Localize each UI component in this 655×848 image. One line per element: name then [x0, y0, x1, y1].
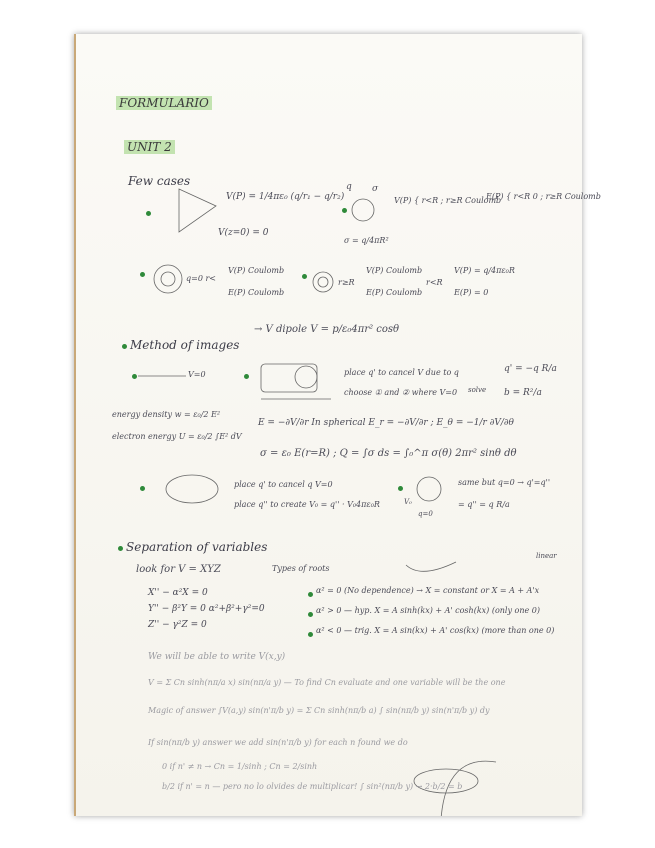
case-trig: α² < 0 — trig. X = A sin(kx) + A' cos(kx) (more than one 0)	[316, 626, 555, 635]
images-heading: Method of images	[130, 338, 240, 352]
types-of-roots: Types of roots	[272, 564, 330, 573]
note-1: We will be able to write V(x,y)	[148, 652, 286, 662]
shell2-right-e: E(P) = 0	[454, 288, 489, 297]
shell-v: V(P) Coulomb	[228, 266, 285, 275]
sphere-sketch-2	[154, 265, 182, 293]
shell2-cond: r≥R	[338, 278, 355, 287]
line2-left2: place q'' to create V₀ = q'' · V₀4πε₀R	[234, 500, 380, 509]
shell2-v: V(P) Coulomb	[366, 266, 423, 275]
root-arrow	[406, 562, 456, 571]
field-equation: E = −∂V/∂r In spherical E_r = −∂V/∂r ; E_θ = −1/r ∂V/∂θ	[258, 418, 514, 428]
page-title: FORMULARIO	[116, 96, 212, 110]
bullet-dot	[118, 546, 123, 551]
dipole-line: → V dipole V = p/ε₀4πr² cosθ	[254, 324, 400, 335]
case-hyperbolic: α² > 0 — hyp. X = A sinh(kx) + A' cosh(kx) (only one 0)	[316, 606, 541, 615]
dipole-triangle	[179, 189, 216, 232]
energy-density: energy density w = ε₀/2 E²	[112, 410, 221, 419]
bullet-dot	[398, 486, 403, 491]
result-q: q' = −q R/a	[504, 364, 557, 374]
line2-right: same but q=0 → q'=q''	[458, 478, 551, 487]
sigma-label: σ	[372, 184, 379, 194]
result-b: b = R²/a	[504, 388, 542, 398]
bullet-dot	[308, 592, 313, 597]
bullet-dot	[244, 374, 249, 379]
bullet-dot	[302, 274, 307, 279]
q0-label: q=0	[418, 510, 433, 518]
separation-heading: Separation of variables	[126, 540, 268, 554]
shell2-e: E(P) Coulomb	[366, 288, 423, 297]
sphere-sketch-3-inner	[318, 277, 328, 287]
sigma-def: σ = q/4πR²	[344, 236, 389, 245]
solve-label: solve	[468, 386, 487, 394]
bullet-dot	[140, 272, 145, 277]
sphere-e: E(P) { r<R 0 ; r≥R Coulomb	[486, 192, 601, 201]
sphere-sketch-3	[313, 272, 333, 292]
v0-label: V₀	[404, 498, 412, 506]
sphere-sketch-1	[352, 199, 374, 221]
charge-label: q	[346, 182, 352, 192]
note-3: Magic of answer ∫V(a,y) sin(n'π/b y) = Σ Cn sinh(nπ/b a) ∫ sin(nπ/b y) sin(n'π/b y) dy	[148, 706, 490, 715]
shell-small: q=0 r<	[186, 274, 216, 283]
sphere-sketch-2-inner	[161, 272, 175, 286]
few-cases-heading: Few cases	[128, 174, 191, 188]
eq-z: Z'' − γ²Z = 0	[148, 620, 207, 630]
bullet-dot	[308, 632, 313, 637]
dipole-formula: V(P) = 1/4πε₀ (q/r₁ − q/r₂)	[226, 192, 345, 202]
line2-right2: = q'' = q R/a	[458, 500, 510, 509]
electron-energy: electron energy U = ε₀/2 ∫E² dV	[112, 432, 242, 441]
bullet-dot	[342, 208, 347, 213]
note-5: 0 if n' ≠ n → Cn = 1/sinh ; Cn = 2/sinh	[162, 762, 318, 771]
bullet-dot	[146, 211, 151, 216]
sphere-v: V(P) { r<R ; r≥R Coulomb	[394, 196, 502, 205]
shell2-right-v: V(P) = q/4πε₀R	[454, 266, 515, 275]
bullet-dot	[308, 612, 313, 617]
dipole-zero: V(z=0) = 0	[218, 228, 269, 238]
image-sphere-2	[166, 475, 218, 503]
line2-left: place q' to cancel q V=0	[234, 480, 333, 489]
eq-x: X'' − α²X = 0	[148, 588, 208, 598]
shell-e: E(P) Coulomb	[228, 288, 285, 297]
linear-note: linear	[536, 552, 557, 560]
line1-mid: place q' to cancel V due to q	[344, 368, 459, 377]
look-for: look for V = XYZ	[136, 564, 221, 575]
bullet-dot	[122, 344, 127, 349]
image-sphere-1	[295, 366, 317, 388]
charge-equation: σ = ε₀ E(r=R) ; Q = ∫σ ds = ∫₀^π σ(θ) 2πr² sinθ dθ	[260, 448, 517, 459]
image-sphere-3	[417, 477, 441, 501]
line1-left: V=0	[188, 370, 206, 379]
line1-mid2: choose ① and ② where V=0	[344, 388, 458, 397]
notebook-page	[74, 34, 601, 816]
case-zero: α² = 0 (No dependence) → X = constant or X = A + A'x	[316, 586, 540, 595]
shell2-right-cond: r<R	[426, 278, 443, 287]
bullet-dot	[140, 486, 145, 491]
note-4: If sin(nπ/b y) answer we add sin(n'π/b y) for each n found we do	[148, 738, 408, 747]
note-2: V = Σ Cn sinh(nπ/a x) sin(nπ/a y) — To find Cn evaluate and one variable will be the one	[148, 678, 506, 687]
note-6: b/2 if n' = n — pero no lo olvides de multiplicar! ∫ sin²(nπ/b y) → 2·b/2 = b	[162, 782, 463, 791]
bullet-dot	[132, 374, 137, 379]
unit-label: UNIT 2	[124, 140, 175, 154]
eq-y: Y'' − β²Y = 0 α²+β²+γ²=0	[148, 604, 265, 614]
